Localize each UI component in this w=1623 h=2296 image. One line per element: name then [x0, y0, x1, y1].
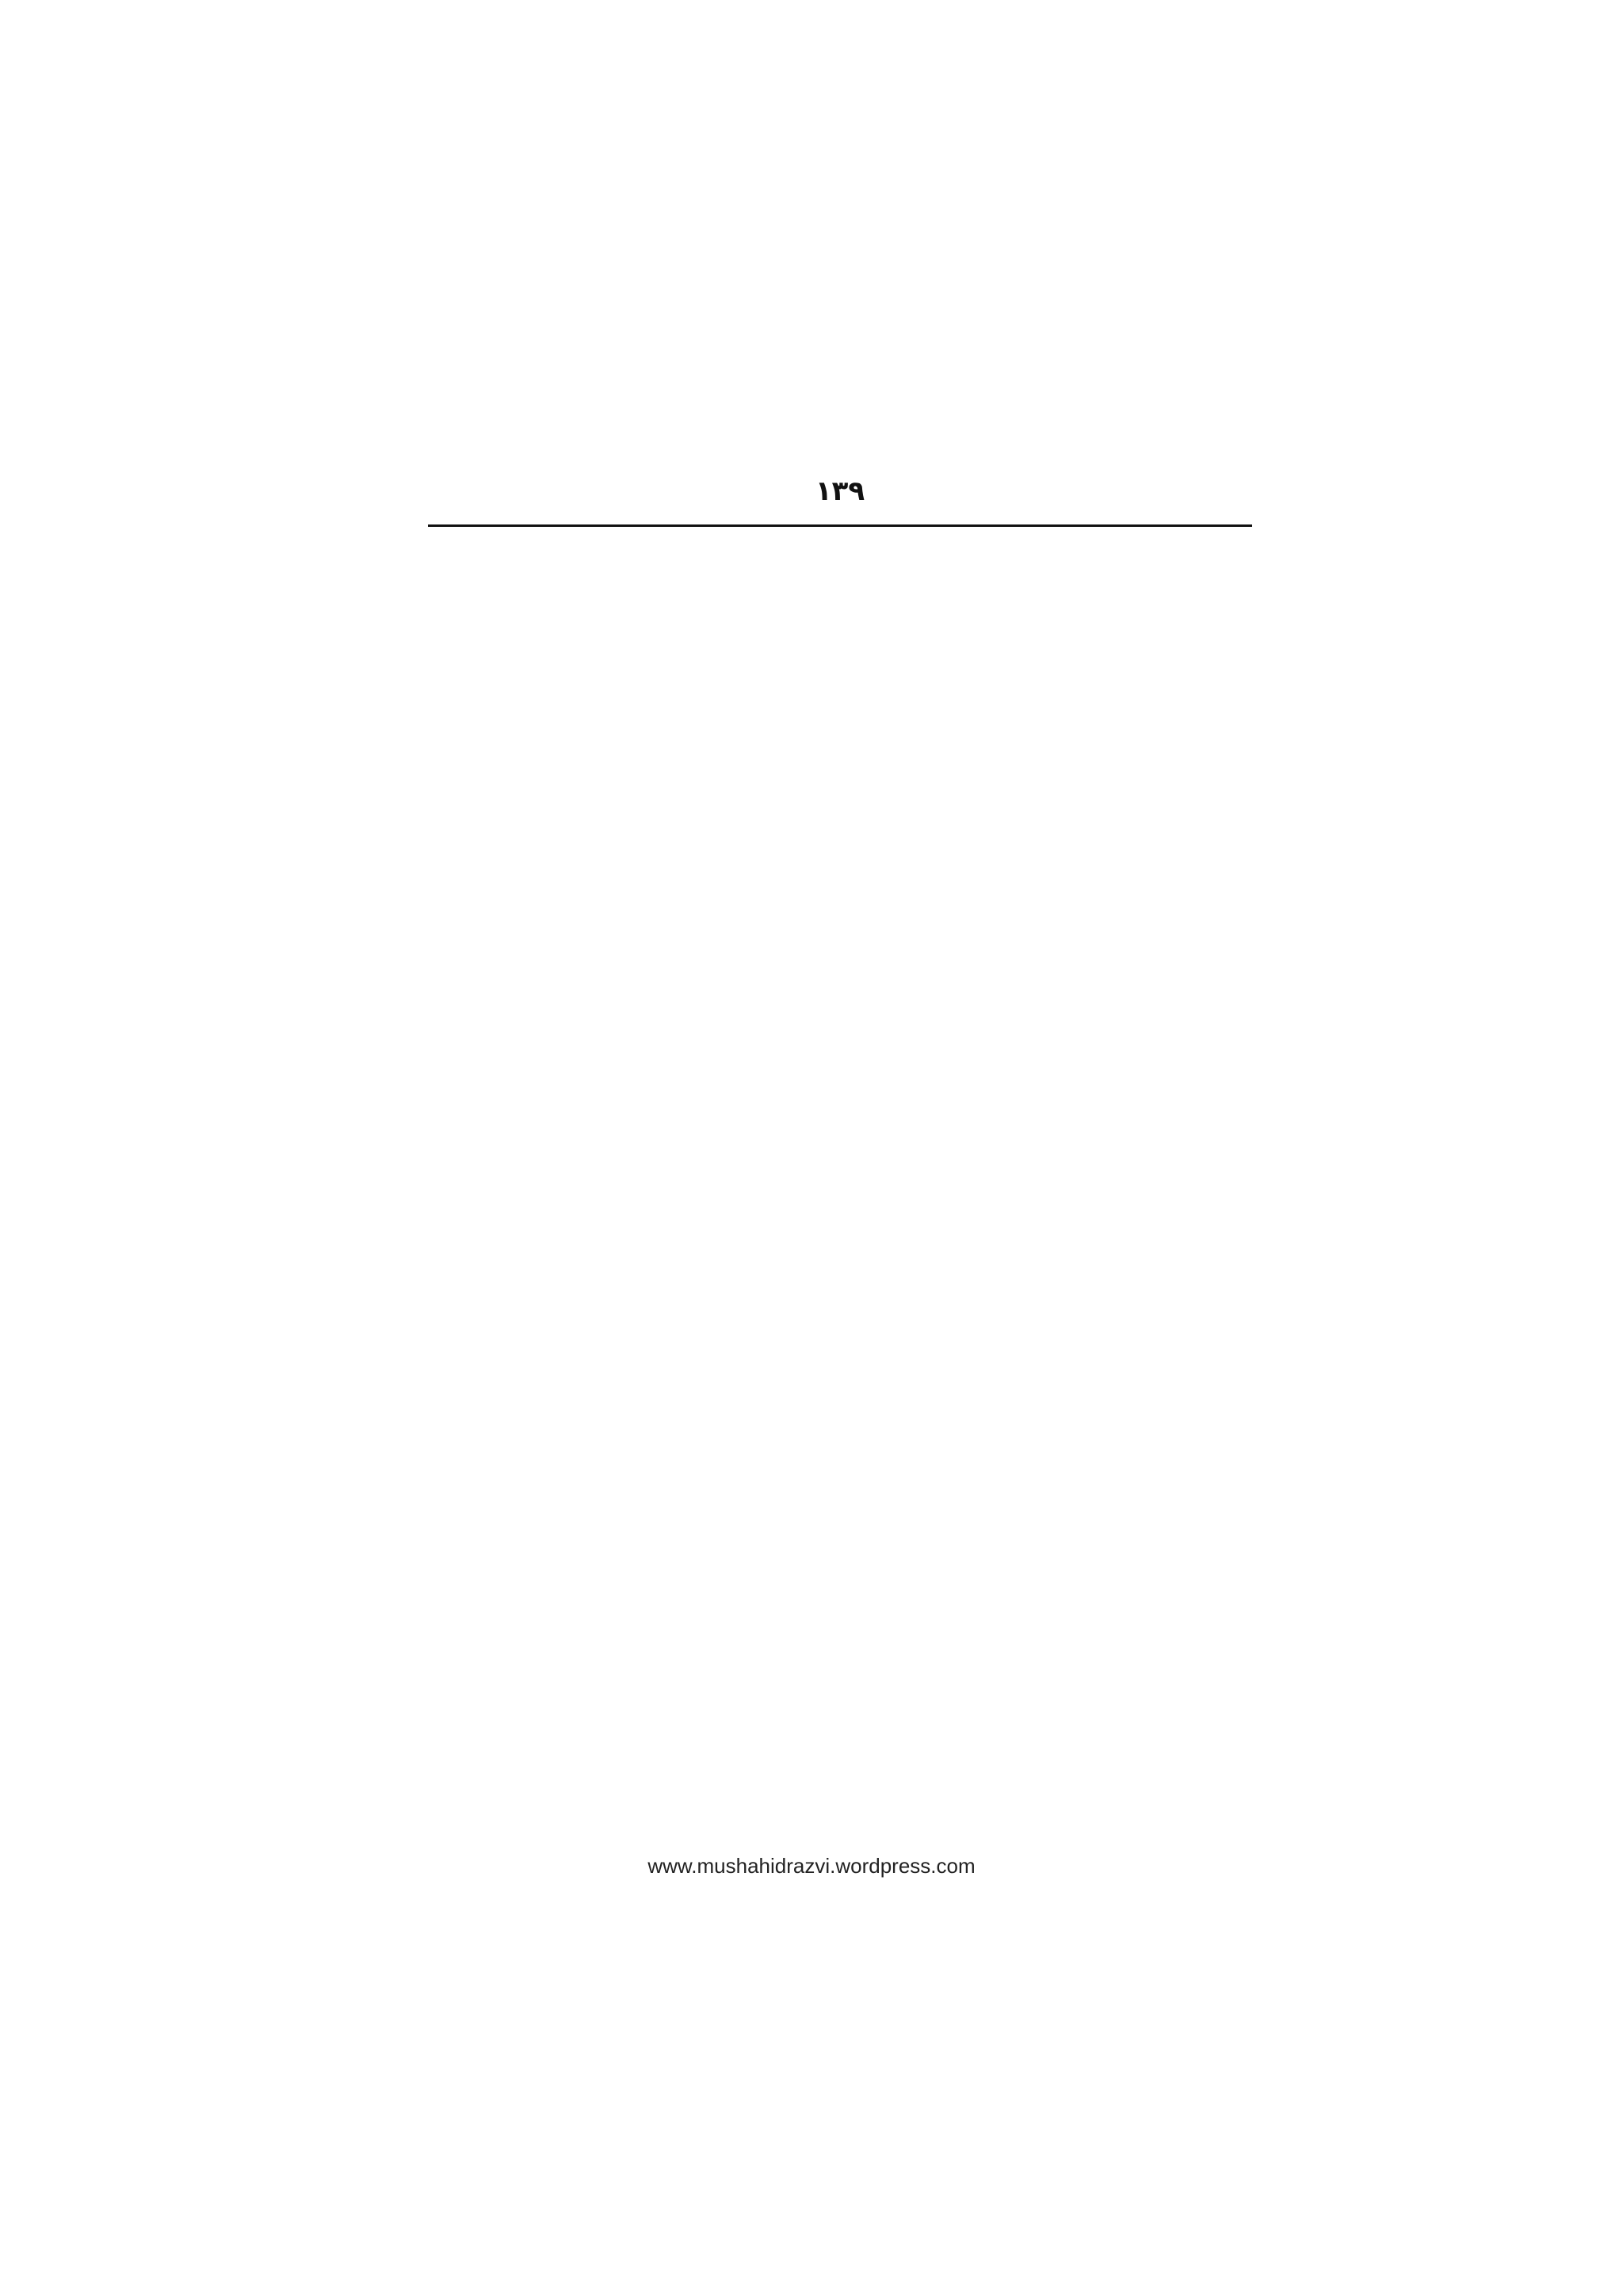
body-line	[434, 1554, 1246, 1602]
website-url: www.mushahidrazvi.wordpress.com	[647, 1854, 976, 1878]
body-line	[434, 834, 1246, 883]
body-line	[434, 1697, 1246, 1745]
body-line	[434, 595, 1246, 643]
body-line	[434, 738, 1246, 787]
body-line	[434, 643, 1246, 691]
body-line	[434, 1601, 1246, 1650]
running-header	[428, 475, 1252, 523]
header-rule	[428, 524, 1252, 527]
body-line	[434, 1505, 1246, 1554]
body-line	[434, 1218, 1246, 1266]
body-line	[434, 1458, 1246, 1506]
body-line	[434, 1409, 1246, 1458]
body-line	[434, 1026, 1246, 1074]
body-line	[434, 1650, 1246, 1698]
body-line	[434, 883, 1246, 931]
body-line	[434, 547, 1246, 595]
body-line	[434, 787, 1246, 835]
body-line	[434, 1362, 1246, 1410]
body-line	[434, 930, 1246, 978]
body-line	[434, 1122, 1246, 1170]
body-text	[434, 547, 1246, 1841]
body-line	[434, 978, 1246, 1027]
body-line	[434, 1793, 1246, 1841]
body-line	[434, 1170, 1246, 1219]
page-number: ۱۳۹	[815, 475, 865, 507]
body-line	[434, 1314, 1246, 1362]
body-line	[434, 691, 1246, 739]
body-line	[434, 1074, 1246, 1123]
body-line	[434, 1266, 1246, 1314]
body-line	[434, 1745, 1246, 1794]
